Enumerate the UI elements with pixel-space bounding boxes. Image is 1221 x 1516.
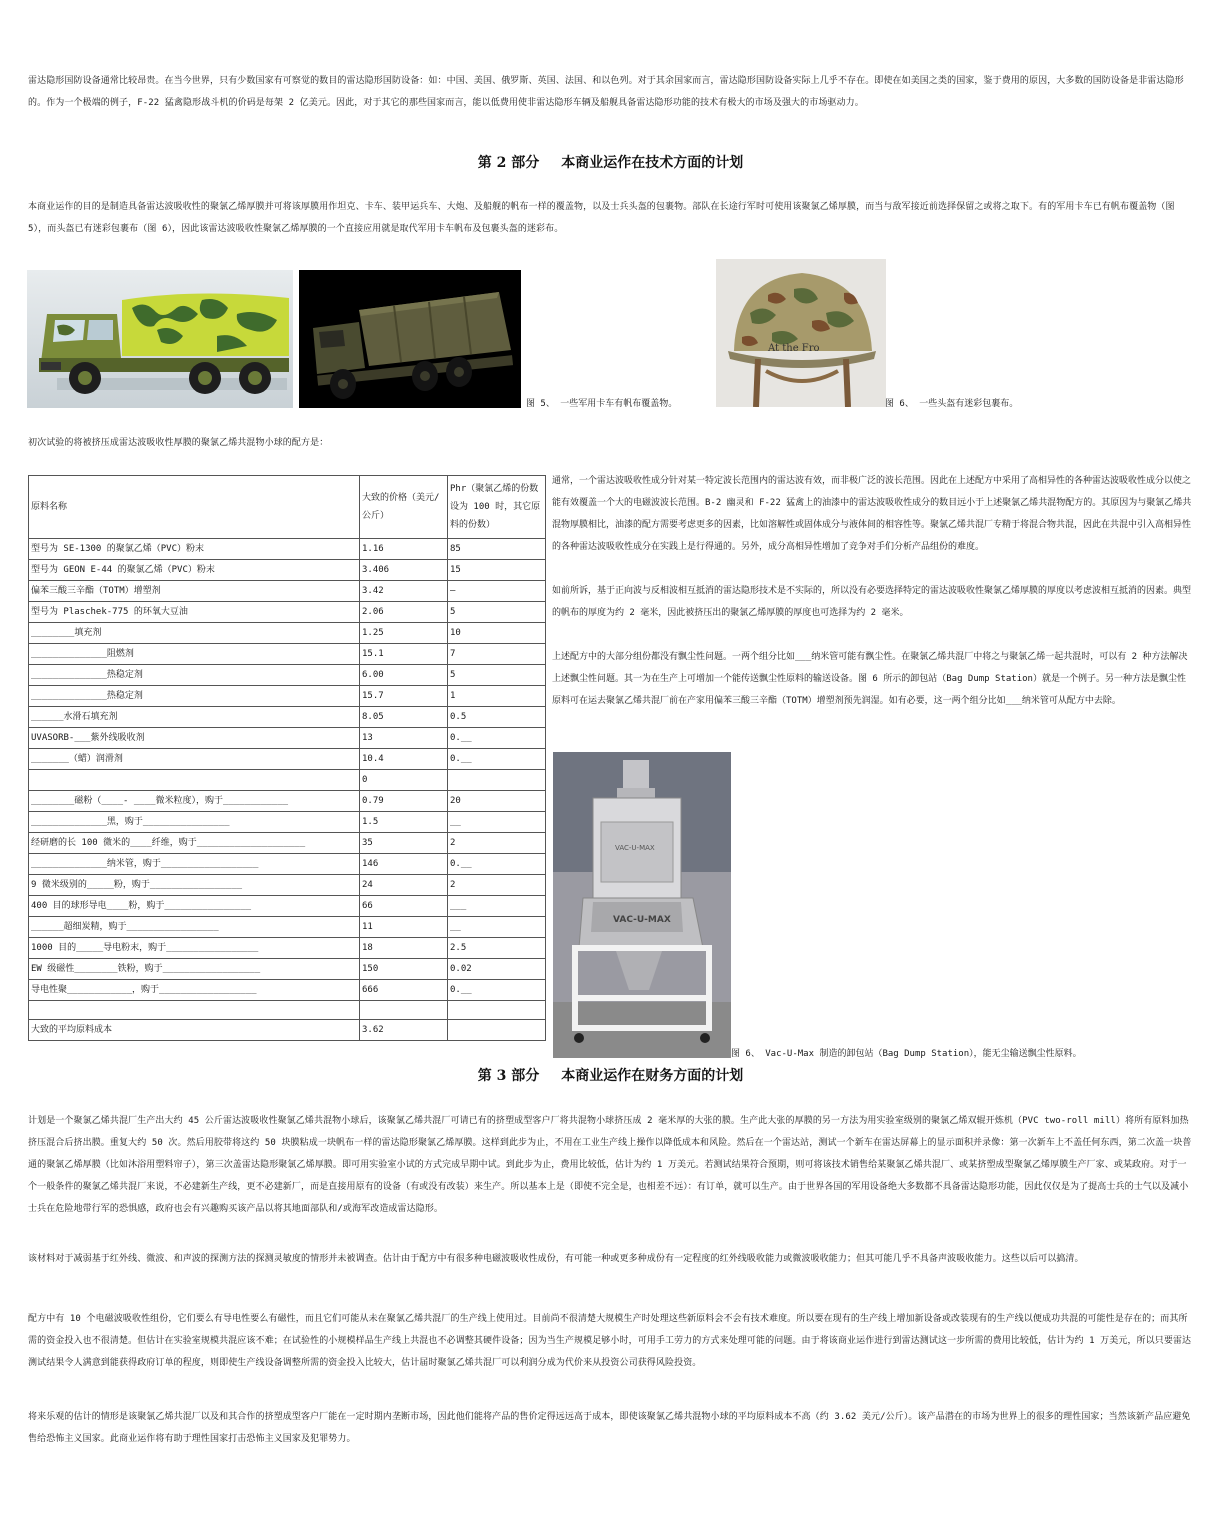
recipe-row (29, 749, 546, 770)
recipe-cell-material: ______________热稳定剂 (29, 686, 360, 707)
section3-title: 本商业运作在财务方面的计划 (561, 1068, 744, 1084)
recipe-cell-material: ______水滑石填充剂 (29, 707, 360, 728)
recipe-cell-material: 400 目的球形导电____粉，购于________________ (29, 896, 360, 917)
recipe-row (29, 665, 546, 686)
recipe-cell-price: 8.05 (360, 707, 448, 728)
recipe-cell-material: ______________阻燃剂 (29, 644, 360, 665)
recipe-cell-material: 偏苯三酸三辛酯（TOTM）增塑剂 (29, 581, 360, 602)
header-price: 大致的价格（美元/公斤） (360, 476, 448, 539)
fig6-caption: 图 6、 一些头盔有迷彩包裹布。 (885, 399, 1019, 409)
recipe-table (28, 475, 546, 1041)
section2-paragraph: 本商业运作的目的是制造具备雷达波吸收性的聚氯乙烯厚膜并可将该厚膜用作坦克、卡车、装甲运兵车、大炮、及船舰的帆布一样的覆盖物，以及士兵头盔的包裹物。部队在长途行军时可使用该聚氯乙烯厚膜，而当与敌军接近前选择保留之或将之取下。有的军用卡车已有帆布覆盖物（图 5），而头盔已有迷彩包裹布（图 6），因此该雷达波吸收性聚氯乙烯厚膜的一个直接应用就是取代军用卡车帆布及包裹头盔的迷彩布。 (28, 202, 1175, 234)
recipe-cell-phr: 0.__ (448, 980, 546, 1001)
recipe-cell-phr: 85 (448, 539, 546, 560)
section3-paragraph-2: 该材料对于减弱基于红外线、微波、和声波的探测方法的探测灵敏度的情形并未被调查。估计由于配方中有很多种电磁波吸收性成份，有可能一种或更多种成份有一定程度的红外线吸收能力或微波吸收能力；但其可能几乎不具备声波吸收能力。这些以后可以搞清。 (28, 1254, 1084, 1264)
recipe-row (29, 854, 546, 875)
right-paragraph-2: 如前所诉，基于正向波与反相波相互抵消的雷达隐形技术是不实际的，所以没有必要选择特定的雷达波吸收性聚氯乙烯厚膜的厚度以考虑波相互抵消的因素。典型的帆布的厚度为约 2 毫米，因此被挤压出的聚氯乙烯厚膜的厚度也可选择为约 2 毫米。 (552, 586, 1192, 618)
recipe-cell-price: 2.06 (360, 602, 448, 623)
canvas-truck-photo (299, 270, 521, 408)
recipe-row (29, 581, 546, 602)
recipe-cell-material: 型号为 GEON E-44 的聚氯乙烯（PVC）粉末 (29, 560, 360, 581)
recipe-cell-phr: __ (448, 812, 546, 833)
section3-number: 第 3 部分 (477, 1068, 540, 1084)
section3-heading (0, 1066, 1221, 1086)
recipe-cell-price: 150 (360, 959, 448, 980)
header-phr: Phr（聚氯乙烯的份数设为 100 时，其它原料的份数） (448, 476, 546, 539)
recipe-cell-phr: 0.02 (448, 959, 546, 980)
recipe-cell-price: 35 (360, 833, 448, 854)
recipe-cell-material: 1000 目的_____导电粉末，购于_________________ (29, 938, 360, 959)
recipe-cell-material: ________填充剂 (29, 623, 360, 644)
recipe-table-container (28, 475, 546, 1041)
recipe-row (29, 644, 546, 665)
machine-label-upper: VAC-U-MAX (615, 844, 655, 852)
recipe-cell-phr: 10 (448, 623, 546, 644)
recipe-row (29, 1001, 546, 1020)
recipe-cell-phr: 2.5 (448, 938, 546, 959)
recipe-cell-material: ______________热稳定剂 (29, 665, 360, 686)
recipe-cell-material: 9 微米级别的_____粉，购于_________________ (29, 875, 360, 896)
recipe-row (29, 728, 546, 749)
fig5-caption: 图 5、 一些军用卡车有帆布覆盖物。 (526, 399, 678, 409)
recipe-cell-price: 1.16 (360, 539, 448, 560)
recipe-row (29, 707, 546, 728)
intro-paragraph: 雷达隐形国防设备通常比较昂贵。在当今世界，只有少数国家有可察觉的数目的雷达隐形国防设备：如：中国、美国、俄罗斯、英国、法国、和以色列。对于其余国家而言，雷达隐形国防设备实际上几乎不存在。即使在如美国之类的国家，鉴于费用的原因，大多数的国防设备是非雷达隐形的。作为一个极端的例子，F-22 猛禽隐形战斗机的价码是每架 2 亿美元。因此，对于其它的那些国家而言，能以低费用使非雷达隐形车辆及船舰具备雷达隐形功能的技术有极大的市场及强大的市场驱动力。 (28, 76, 1184, 108)
right-paragraph-3: 上述配方中的大部分组份都没有飘尘性问题。一两个组分比如___纳米管可能有飘尘性。在聚氯乙烯共混厂中将之与聚氯乙烯一起共混时，可以有 2 种方法解决上述飘尘性问题。其一为在生产上可增加一个能传送飘尘性原料的输送设备。图 6 所示的卸包站（Bag Dump Station）就是一个例子。另一种方法是飘尘性原料可在运去聚氯乙烯共混厂前在产家用偏苯三酸三辛酯（TOTM）增塑剂预先润湿。如有必要，这一两个组分比如___纳米管可从配方中去除。 (552, 652, 1188, 706)
camo-helmet-photo (716, 259, 886, 407)
recipe-cell-phr: 2 (448, 875, 546, 896)
recipe-cell-price: 6.00 (360, 665, 448, 686)
recipe-row (29, 812, 546, 833)
recipe-cell-phr: 0.5 (448, 707, 546, 728)
right-paragraph-1: 通常，一个雷达波吸收性成分针对某一特定波长范围内的雷达波有效，而非极广泛的波长范围。因此在上述配方中采用了高相异性的各种雷达波吸收性成分以使之能有效覆盖一个大的电磁波波长范围。B-2 幽灵和 F-22 猛禽上的油漆中的雷达波吸收性成分的数目远小于上述聚氯乙烯共混物配方的。其原因为与聚氯乙烯共混物厚膜相比，油漆的配方需要考虑更多的因素，比如溶解性或固体成分与液体间的相容性等。聚氯乙烯共混厂专精于将混合物共混，因此在共混中引入高相异性的各种雷达波吸收性成分在实践上是行得通的。另外，成分高相异性增加了竞争对手们分析产品组份的难度。 (552, 476, 1192, 552)
recipe-cell-phr (448, 1020, 546, 1041)
recipe-row (29, 686, 546, 707)
recipe-cell-material: 经研磨的长 100 微米的____纤维，购于____________________ (29, 833, 360, 854)
recipe-cell-phr: 7 (448, 644, 546, 665)
recipe-cell-phr: ___ (448, 896, 546, 917)
section3-paragraph-1: 计划是一个聚氯乙烯共混厂生产出大约 45 公斤雷达波吸收性聚氯乙烯共混物小球后，该聚氯乙烯共混厂可请已有的挤塑成型客户厂将共混物小球挤压成 2 毫米厚的大张的膜。生产此大张的厚膜的另一方法为用实验室级别的聚氯乙烯双辊开炼机（PVC two-roll mill）将所有原料加热挤压混合后挤出膜。重复大约 50 次。然后用胶带将这约 50 块膜粘成一块帆布一样的雷达隐形聚氯乙烯厚膜。这样到此步为止，不用在工业生产线上操作以降低成本和风险。然后在一个雷达站，测试一个新车在雷达屏幕上的显示面积并录像：第一次新车上不盖任何东西，第二次盖一块普通的聚氯乙烯厚膜（比如沐浴用塑料帘子），第三次盖雷达隐形聚氯乙烯厚膜。即可用实验室小试的方式完成早期中试。到此步为止，费用比较低，估计为约 1 万美元。若测试结果符合预期，则可将该技术销售给某聚氯乙烯共混厂、或某挤塑成型聚氯乙烯厚膜生产厂家、或某政府。对于一个一般条件的聚氯乙烯共混厂来说，不必建新生产线，更不必建新厂，而是直接用原有的设备（有或没有改装）来生产。所以基本上是（即使不完全是，也相差不远）：有订单，就可以生产。由于世界各国的军用设备绝大多数都不具备雷达隐形功能，因此仅仅是为了提高士兵的士气以及减小士兵在危险地带行军的恐惧感，政府也会有兴趣购买该产品以将其地面部队和/或海军改造成雷达隐形。 (28, 1116, 1192, 1214)
recipe-cell-phr: 0.__ (448, 728, 546, 749)
section2-number: 第 2 部分 (477, 155, 540, 171)
recipe-cell-price: 11 (360, 917, 448, 938)
recipe-row (29, 602, 546, 623)
recipe-cell-price: 3.42 (360, 581, 448, 602)
recipe-intro: 初次试验的将被挤压成雷达波吸收性厚膜的聚氯乙烯共混物小球的配方是： (28, 438, 329, 448)
recipe-cell-price (360, 1001, 448, 1020)
recipe-cell-phr (448, 770, 546, 791)
recipe-row (29, 896, 546, 917)
recipe-cell-material: EW 级磁性________铁粉，购于__________________ (29, 959, 360, 980)
recipe-cell-price: 13 (360, 728, 448, 749)
recipe-cell-material (29, 770, 360, 791)
recipe-cell-phr: __ (448, 917, 546, 938)
recipe-row (29, 623, 546, 644)
section2-heading (0, 153, 1221, 173)
recipe-row (29, 980, 546, 1001)
recipe-row (29, 875, 546, 896)
recipe-cell-phr: 15 (448, 560, 546, 581)
recipe-cell-price: 0 (360, 770, 448, 791)
recipe-cell-phr (448, 1001, 546, 1020)
recipe-row (29, 770, 546, 791)
recipe-cell-phr: — (448, 581, 546, 602)
recipe-row (29, 959, 546, 980)
recipe-cell-price: 18 (360, 938, 448, 959)
header-material: 原料名称 (29, 476, 360, 539)
section3-paragraph-3: 配方中有 10 个电磁波吸收性组份，它们要么有导电性要么有磁性，而且它们可能从未在聚氯乙烯共混厂的生产线上使用过。目前尚不很清楚大规模生产时处理这些新原料会不会有技术难度。所以要在现有的生产线上增加新设备或改装现有的生产线以便成功共混的可能性是存在的；而其所需的资金投入也不很清楚。但估计在实验室规模共混应该不难；在试验性的小规模样品生产线上共混也不必调整其硬件设备；因为当生产规模足够小时，可用手工劳力的方式来处理可能的问题。由于将该商业运作进行到雷达测试这一步所需的费用比较低，估计为约 1 万美元，所以只要雷达测试结果令人满意到能获得政府订单的程度，则即使生产线设备调整所需的资金投入比较大，估计届时聚氯乙烯共混厂可以利润分成为代价来从投资公司获得风险投资。 (28, 1314, 1192, 1368)
section2-title: 本商业运作在技术方面的计划 (561, 155, 744, 171)
recipe-cell-price: 0.79 (360, 791, 448, 812)
recipe-cell-material: 导电性聚____________，购于__________________ (29, 980, 360, 1001)
recipe-cell-price: 666 (360, 980, 448, 1001)
recipe-cell-price: 66 (360, 896, 448, 917)
recipe-cell-material (29, 1001, 360, 1020)
recipe-cell-price: 15.7 (360, 686, 448, 707)
recipe-cell-material: ______超细炭精，购于_________________ (29, 917, 360, 938)
recipe-cell-price: 146 (360, 854, 448, 875)
recipe-row (29, 938, 546, 959)
recipe-row (29, 1020, 546, 1041)
recipe-cell-price: 3.62 (360, 1020, 448, 1041)
bag-dump-caption: 图 6、 Vac-U-Max 制造的卸包站（Bag Dump Station），能无尘输送飘尘性原料。 (731, 1049, 1082, 1059)
helmet-watermark: At the Fro (768, 343, 820, 354)
machine-label-lower: VAC-U-MAX (613, 915, 671, 925)
recipe-cell-phr: 2 (448, 833, 546, 854)
recipe-header-row (29, 476, 546, 539)
right-column-text (552, 470, 1192, 712)
recipe-cell-price: 3.406 (360, 560, 448, 581)
recipe-cell-price: 10.4 (360, 749, 448, 770)
recipe-cell-phr: 5 (448, 665, 546, 686)
recipe-cell-material: UVASORB-___紫外线吸收剂 (29, 728, 360, 749)
recipe-cell-phr: 5 (448, 602, 546, 623)
recipe-cell-material: ________磁粉（____- ____微米粒度），购于____________ (29, 791, 360, 812)
recipe-row (29, 917, 546, 938)
recipe-row (29, 560, 546, 581)
bag-dump-station-photo (553, 752, 731, 1058)
recipe-cell-phr: 1 (448, 686, 546, 707)
recipe-table-body (29, 476, 546, 1041)
recipe-cell-price: 1.25 (360, 623, 448, 644)
recipe-cell-phr: 0.__ (448, 854, 546, 875)
recipe-cell-material: ______________黑，购于________________ (29, 812, 360, 833)
section3-paragraph-4: 将来乐观的估计的情形是该聚氯乙烯共混厂以及和其合作的挤塑成型客户厂能在一定时期内垄断市场，因此他们能将产品的售价定得远远高于成本，即使该聚氯乙烯共混物小球的平均原料成本不高（约 3.62 美元/公斤）。该产品潜在的市场为世界上的很多的理性国家；当然该新产品应避免售给恐怖主义国家。此商业运作将有助于理性国家打击恐怖主义国家及犯罪势力。 (28, 1412, 1191, 1444)
recipe-cell-material: 型号为 SE-1300 的聚氯乙烯（PVC）粉末 (29, 539, 360, 560)
recipe-row (29, 539, 546, 560)
camo-truck-photo (27, 270, 293, 408)
recipe-cell-material: _______（蜡）润滑剂 (29, 749, 360, 770)
recipe-cell-price: 1.5 (360, 812, 448, 833)
recipe-cell-phr: 0.__ (448, 749, 546, 770)
recipe-cell-material: 型号为 Plaschek-775 的环氧大豆油 (29, 602, 360, 623)
recipe-cell-material: 大致的平均原料成本 (29, 1020, 360, 1041)
recipe-cell-price: 15.1 (360, 644, 448, 665)
recipe-row (29, 833, 546, 854)
recipe-cell-price: 24 (360, 875, 448, 896)
recipe-cell-phr: 20 (448, 791, 546, 812)
recipe-cell-material: ______________纳米管，购于__________________ (29, 854, 360, 875)
recipe-row (29, 791, 546, 812)
